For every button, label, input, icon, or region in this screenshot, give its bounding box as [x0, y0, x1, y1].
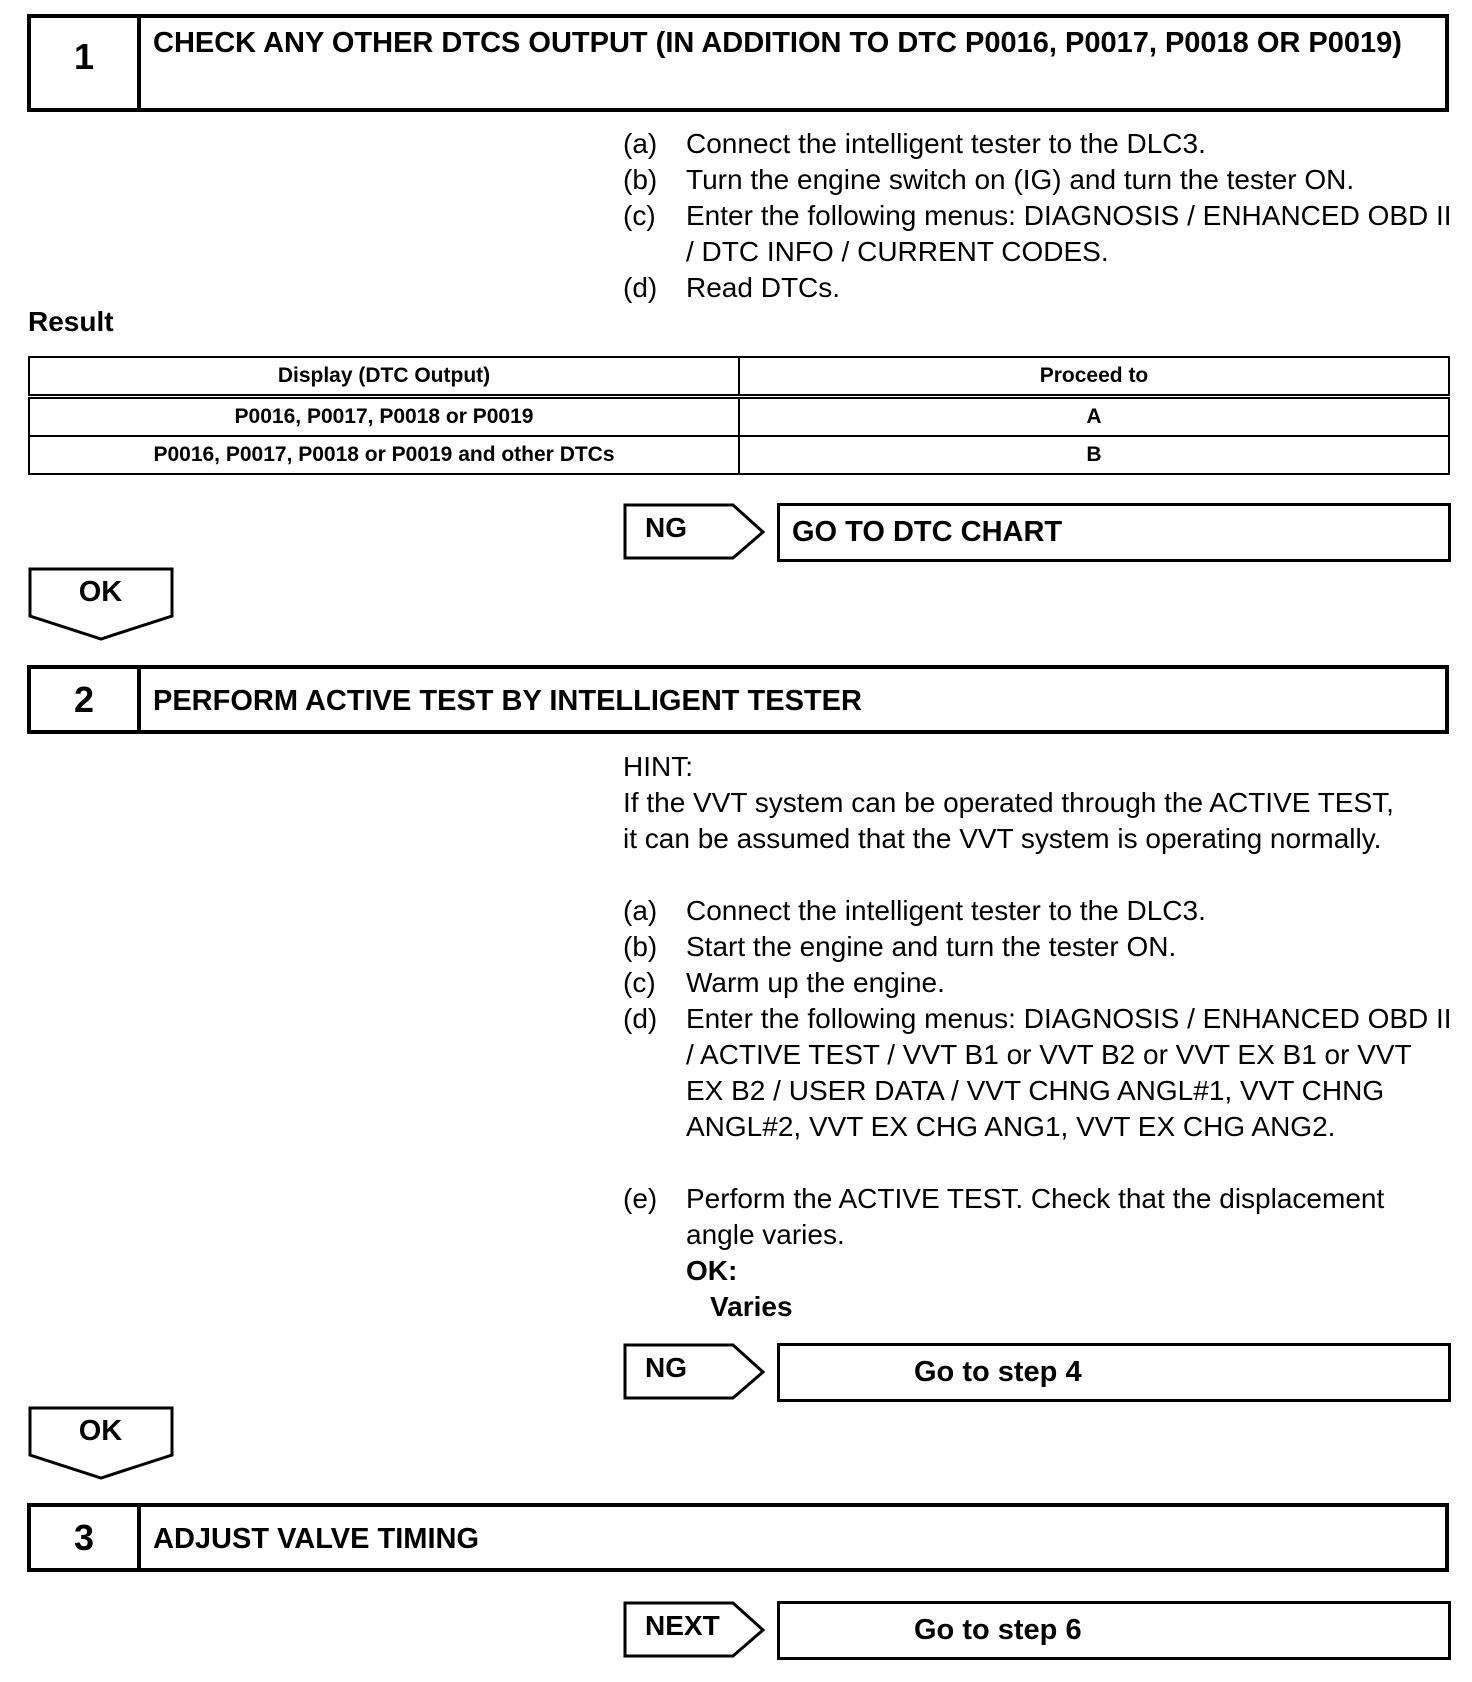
result-table	[28, 356, 1450, 475]
step-number: 3	[31, 1507, 141, 1568]
hint-label: HINT:	[623, 751, 693, 782]
ok-label: OK	[78, 576, 123, 608]
item-text: Start the engine and turn the tester ON.	[686, 931, 1177, 962]
step-3-header	[27, 1503, 1449, 1572]
list-item	[623, 198, 1453, 270]
item-text: Turn the engine switch on (IG) and turn the tester ON.	[686, 164, 1355, 195]
item-label: (d)	[623, 272, 658, 303]
item-label: (b)	[623, 931, 658, 962]
ok-label: OK	[78, 1415, 123, 1447]
table-row	[29, 397, 1449, 437]
ok-heading: OK:	[686, 1255, 738, 1286]
item-label: (c)	[623, 967, 656, 998]
item-text: Connect the intelligent tester to the DLC3.	[686, 128, 1206, 159]
ok-arrow	[28, 567, 175, 646]
item-label: (e)	[623, 1183, 658, 1214]
table-row	[29, 436, 1449, 474]
item-label: (a)	[623, 128, 658, 159]
ng-tag	[623, 503, 768, 561]
ng-label: NG	[645, 1352, 687, 1383]
column-header: Proceed to	[739, 357, 1449, 397]
step-2-header	[27, 665, 1449, 734]
destination-text: GO TO DTC CHART	[792, 516, 1063, 548]
result-label: Result	[28, 306, 114, 337]
item-text: Read DTCs.	[686, 272, 841, 303]
table-cell: A	[739, 397, 1449, 437]
step-number: 2	[31, 669, 141, 730]
item-text: Connect the intelligent tester to the DLC3.	[686, 895, 1206, 926]
step-title: CHECK ANY OTHER DTCS OUTPUT (IN ADDITION TO DTC P0016, P0017, P0018 OR P0019)	[153, 27, 1402, 59]
next-destination[interactable]	[777, 1601, 1451, 1660]
ng-label: NG	[645, 512, 687, 543]
item-text: Enter the following menus: DIAGNOSIS / ENHANCED OBD II / DTC INFO / CURRENT CODES.	[686, 200, 1452, 267]
destination-text: Go to step 6	[914, 1614, 1082, 1646]
table-cell: P0016, P0017, P0018 or P0019 and other DTCs	[29, 436, 739, 474]
table-cell: P0016, P0017, P0018 or P0019	[29, 397, 739, 437]
step-title: ADJUST VALVE TIMING	[153, 1523, 479, 1555]
next-label: NEXT	[645, 1610, 720, 1641]
destination-text: Go to step 4	[914, 1356, 1082, 1388]
item-text: Warm up the engine.	[686, 967, 945, 998]
step-title: PERFORM ACTIVE TEST BY INTELLIGENT TESTER	[153, 685, 862, 717]
table-header-row	[29, 357, 1449, 397]
item-label: (a)	[623, 895, 658, 926]
ok-arrow	[28, 1406, 175, 1485]
ng-tag	[623, 1343, 768, 1401]
ok-value: Varies	[710, 1291, 793, 1322]
ng-destination[interactable]	[777, 1343, 1451, 1402]
list-item	[623, 1001, 1453, 1181]
item-label: (d)	[623, 1003, 658, 1034]
list-item	[623, 1181, 1453, 1253]
table-cell: B	[739, 436, 1449, 474]
item-text: Enter the following menus: DIAGNOSIS / ENHANCED OBD II / ACTIVE TEST / VVT B1 or VVT B2 or VVT EX B1 or VVT EX B2 / USER DATA / VVT CHNG ANGL#1, VVT CHNG ANGL#2, VVT EX CHG ANG1, VVT EX CHG ANG2.	[686, 1003, 1452, 1142]
next-tag	[623, 1601, 768, 1659]
item-text: Perform the ACTIVE TEST. Check that the displacement angle varies.	[686, 1183, 1385, 1250]
item-label: (b)	[623, 164, 658, 195]
step-1-header	[27, 14, 1449, 112]
hint-text: If the VVT system can be operated through the ACTIVE TEST, it can be assumed that the VVT system is operating normally.	[623, 787, 1394, 854]
column-header: Display (DTC Output)	[29, 357, 739, 397]
item-label: (c)	[623, 200, 656, 231]
step-number: 1	[31, 18, 141, 108]
ng-destination[interactable]	[777, 503, 1451, 562]
